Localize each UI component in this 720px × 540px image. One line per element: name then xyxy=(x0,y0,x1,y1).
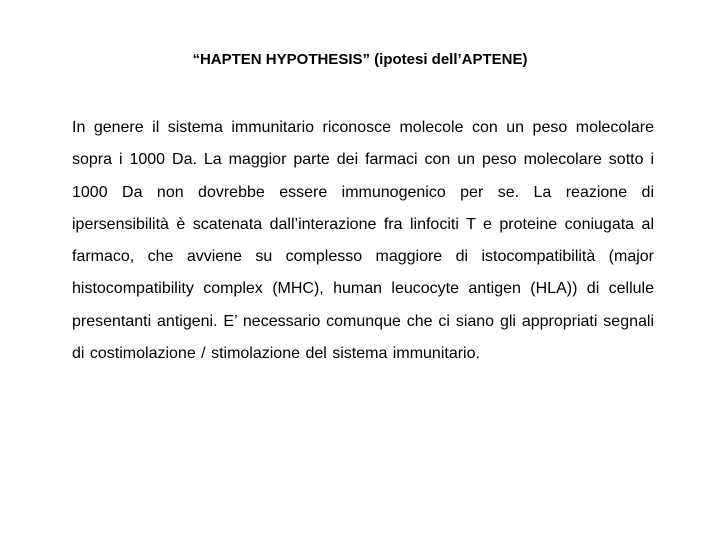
slide-body-text: In genere il sistema immunitario riconosce molecole con un peso molecolare sopra i 1000 Da. La maggior parte dei farmaci con un peso molecolare sotto i 1000 Da non dovrebbe essere immunogenico per se. La reazione di ipersensibilità è scatenata dall’interazione fra linfociti T e proteine coniugata al farmaco, che avviene su complesso maggiore di istocompatibilità (major histocompatibility complex (MHC), human leucocyte antigen (HLA)) di cellule presentanti antigeni. E’ necessario comunque che ci siano gli appropriati segnali di costimolazione / stimolazione del sistema immunitario. xyxy=(72,119,654,363)
slide-title: “HAPTEN HYPOTHESIS” (ipotesi dell’APTENE) xyxy=(192,51,528,68)
